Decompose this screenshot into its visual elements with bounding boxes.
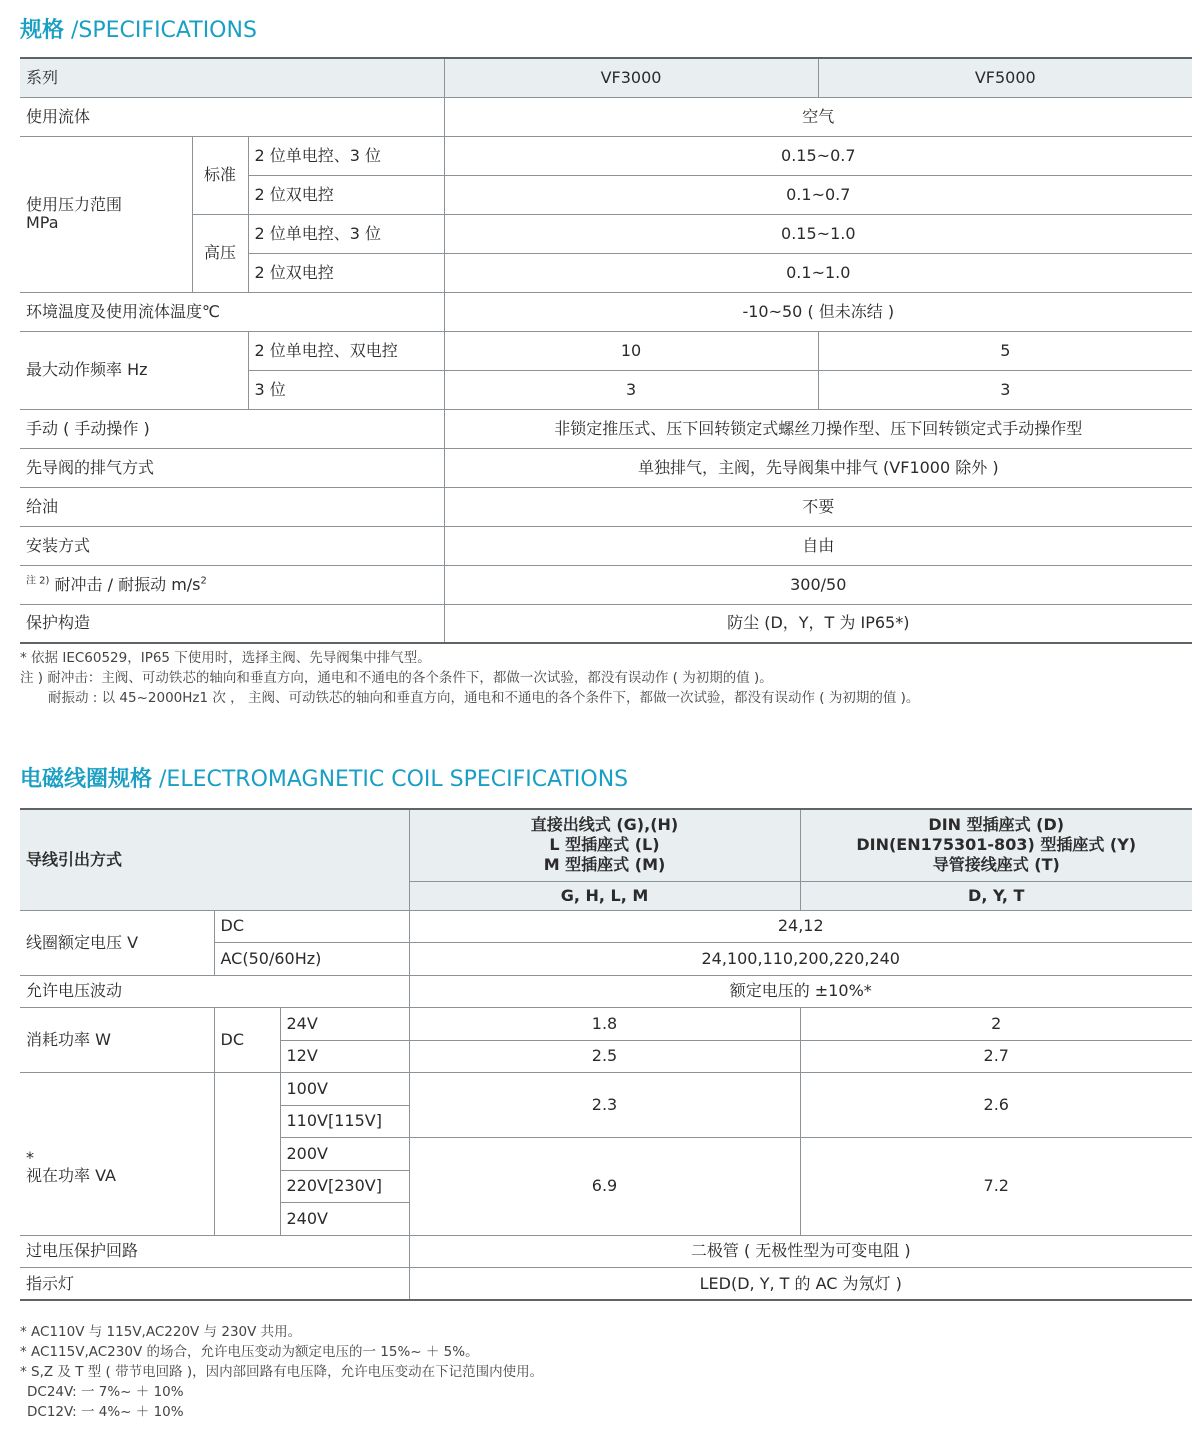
pressure-standard-single-value: 0.15~0.7 (444, 136, 1192, 175)
freq-row1-vf5000: 5 (818, 331, 1192, 370)
pressure-label-line2: MPa (26, 213, 59, 232)
va-low-col1: 2.3 (409, 1073, 800, 1138)
va-label-cell (20, 1073, 214, 1236)
mount-label: 安装方式 (20, 526, 444, 565)
power-12v-label: 12V (280, 1040, 409, 1073)
manual-value: 非锁定推压式、压下回转锁定式螺丝刀操作型、压下回转锁定式手动操作型 (444, 409, 1192, 448)
coil-section-title (20, 765, 628, 795)
shock-value: 300/50 (444, 565, 1192, 604)
pressure-standard-double-label: 2 位双电控 (248, 175, 444, 214)
power-label: 消耗功率 W (20, 1008, 214, 1073)
surge-label: 过电压保护回路 (20, 1235, 409, 1268)
surge-value: 二极管 ( 无极性型为可变电阻 ) (409, 1235, 1192, 1268)
fluid-label: 使用流体 (20, 97, 444, 136)
coil-note-4: DC24V: 一 7%~ ＋ 10% (27, 1384, 184, 1400)
pressure-high-label: 高压 (192, 214, 248, 292)
power-24v-col1: 1.8 (409, 1008, 800, 1041)
pressure-label-line1: 使用压力范围 (26, 195, 123, 214)
shock-note-mark: 注 2) (26, 575, 50, 587)
va-low-col2: 2.6 (800, 1073, 1192, 1138)
va-mark: * (26, 1147, 34, 1167)
coil-note-1: * AC110V 与 115V,AC220V 与 230V 共用。 (20, 1324, 302, 1340)
temp-value: -10~50 ( 但未冻结 ) (444, 292, 1192, 331)
lead-col1-codes: G, H, L, M (409, 881, 800, 910)
spec-note-3: 耐振动 : 以 45~2000Hz1 次 ， 主阀、可动铁芯的轴向和垂直方向，通电和不通电的各个条件下，都做一次试验，都没有误动作 ( 为初期的值 )。 (48, 690, 920, 706)
pressure-high-single-value: 0.15~1.0 (444, 214, 1192, 253)
spec-table (20, 57, 1192, 644)
lead-col1-line1: 直接出线式 (G),(H) (530, 815, 679, 835)
voltage-ac-value: 24,100,110,200,220,240 (409, 943, 1192, 976)
led-label: 指示灯 (20, 1268, 409, 1301)
coil-title-zh: 电磁线圈规格 (20, 767, 153, 792)
va-220v-label: 220V[230V] (280, 1170, 409, 1203)
series-vf5000: VF5000 (818, 58, 1192, 97)
lead-label: 导线引出方式 (20, 809, 409, 910)
va-110v-label: 110V[115V] (280, 1105, 409, 1138)
led-value: LED(D, Y, T 的 AC 为氖灯 ) (409, 1268, 1192, 1301)
va-blank-cell (214, 1073, 280, 1236)
lead-col1-line3: M 型插座式 (M) (543, 855, 666, 875)
power-24v-label: 24V (280, 1008, 409, 1041)
fluct-label: 允许电压波动 (20, 975, 409, 1008)
fluid-value: 空气 (444, 97, 1192, 136)
coil-note-3: * S,Z 及 T 型 ( 带节电回路 )，因内部回路有电压降，允许电压变动在下记范围内使用。 (20, 1364, 544, 1380)
power-12v-col1: 2.5 (409, 1040, 800, 1073)
coil-notes (20, 1322, 543, 1422)
pressure-standard-single-label: 2 位单电控、3 位 (248, 136, 444, 175)
series-label: 系列 (20, 58, 444, 97)
shock-label: 耐冲击 / 耐振动 m/s (54, 574, 201, 594)
spec-note-1: * 依据 IEC60529，IP65 下使用时，选择主阀、先导阀集中排气型。 (20, 650, 431, 666)
protect-label: 保护构造 (20, 604, 444, 643)
voltage-dc-value: 24,12 (409, 910, 1192, 943)
mount-value: 自由 (444, 526, 1192, 565)
protect-value: 防尘 (D，Y，T 为 IP65*) (444, 604, 1192, 643)
coil-note-5: DC12V: 一 4%~ ＋ 10% (27, 1404, 184, 1420)
shock-label-cell (20, 565, 444, 604)
spec-notes (20, 648, 919, 708)
series-vf3000: VF3000 (444, 58, 818, 97)
manual-label: 手动 ( 手动操作 ) (20, 409, 444, 448)
freq-row1-label: 2 位单电控、双电控 (248, 331, 444, 370)
shock-unit-sup: 2 (200, 575, 207, 587)
va-200v-label: 200V (280, 1138, 409, 1171)
oil-label: 给油 (20, 487, 444, 526)
va-100v-label: 100V (280, 1073, 409, 1106)
pressure-high-double-value: 0.1~1.0 (444, 253, 1192, 292)
pressure-high-single-label: 2 位单电控、3 位 (248, 214, 444, 253)
spec-note-2: 注 ) 耐冲击：主阀、可动铁芯的轴向和垂直方向，通电和不通电的各个条件下，都做一次试验，都没有误动作 ( 为初期的值 )。 (20, 670, 773, 686)
coil-note-2: * AC115V,AC230V 的场合，允许电压变动为额定电压的一 15%~ ＋ 5%。 (20, 1344, 479, 1360)
pressure-high-double-label: 2 位双电控 (248, 253, 444, 292)
lead-col1-line2: L 型插座式 (L) (549, 835, 660, 855)
coil-title-en: /ELECTROMAGNETIC COIL SPECIFICATIONS (159, 767, 629, 792)
va-240v-label: 240V (280, 1203, 409, 1236)
pressure-standard-double-value: 0.1~0.7 (444, 175, 1192, 214)
pressure-standard-label: 标准 (192, 136, 248, 214)
lead-col2-codes: D, Y, T (800, 881, 1192, 910)
lead-col2-line3: 导管接线座式 (T) (932, 855, 1060, 875)
power-dc-label: DC (214, 1008, 280, 1073)
coil-table (20, 808, 1192, 1301)
pressure-label (20, 136, 192, 292)
va-high-col1: 6.9 (409, 1138, 800, 1236)
pilot-label: 先导阀的排气方式 (20, 448, 444, 487)
power-24v-col2: 2 (800, 1008, 1192, 1041)
freq-label: 最大动作频率 Hz (20, 331, 248, 409)
freq-row2-vf5000: 3 (818, 370, 1192, 409)
va-high-col2: 7.2 (800, 1138, 1192, 1236)
fluct-value: 额定电压的 ±10%* (409, 975, 1192, 1008)
lead-col2-line2: DIN(EN175301-803) 型插座式 (Y) (856, 835, 1137, 855)
power-12v-col2: 2.7 (800, 1040, 1192, 1073)
freq-row2-label: 3 位 (248, 370, 444, 409)
spec-section-title (20, 16, 257, 46)
voltage-label: 线圈额定电压 V (20, 910, 214, 975)
voltage-dc-label: DC (214, 910, 409, 943)
lead-col2-line1: DIN 型插座式 (D) (928, 815, 1065, 835)
spec-title-zh: 规格 (20, 18, 65, 43)
freq-row2-vf3000: 3 (444, 370, 818, 409)
oil-value: 不要 (444, 487, 1192, 526)
lead-col1-types (409, 809, 800, 881)
freq-row1-vf3000: 10 (444, 331, 818, 370)
lead-col2-types (800, 809, 1192, 881)
spec-title-en: /SPECIFICATIONS (71, 18, 257, 43)
pilot-value: 单独排气，主阀，先导阀集中排气 (VF1000 除外 ) (444, 448, 1192, 487)
voltage-ac-label: AC(50/60Hz) (214, 943, 409, 976)
temp-label: 环境温度及使用流体温度℃ (20, 292, 444, 331)
va-label: 视在功率 VA (26, 1165, 116, 1185)
